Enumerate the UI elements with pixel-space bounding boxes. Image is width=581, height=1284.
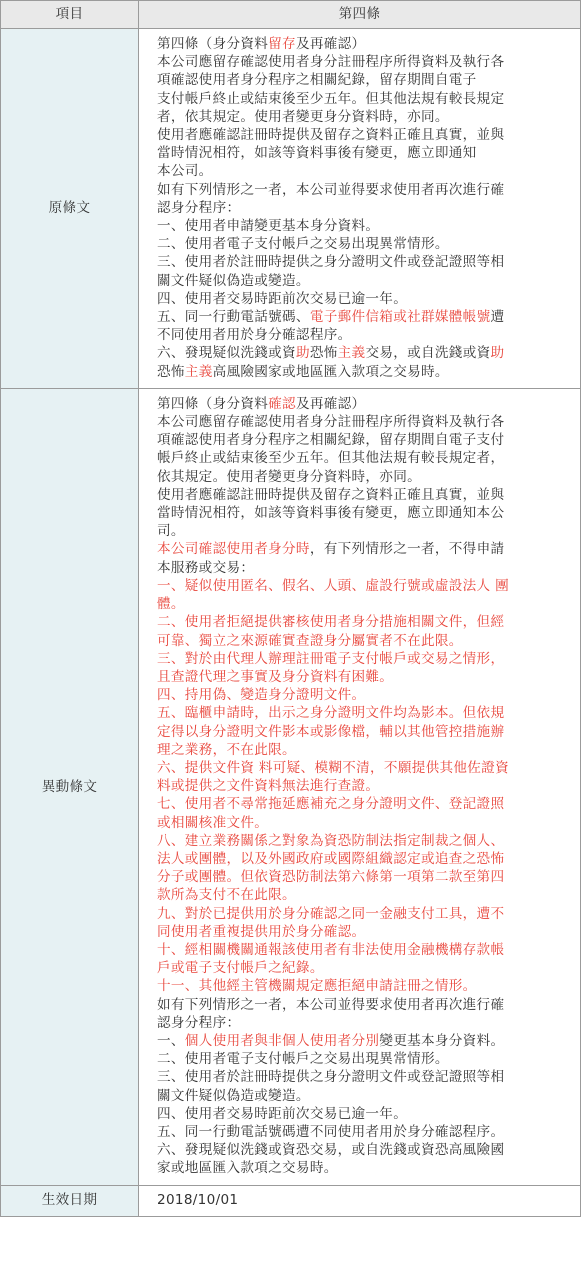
text-line [157,886,574,904]
text-line [157,395,574,413]
highlighted-text: 一、疑似使用匿名、假名、人頭、虛設行號或虛設法人 團 [157,577,509,594]
original-text-content [139,29,581,389]
text-segment: 四、使用者交易時距前次交易已逾一年。 [157,1105,408,1122]
highlighted-text: 體。 [157,596,185,613]
text-line [157,413,574,431]
text-segment: 一、使用者申請變更基本身分資料。 [157,218,380,235]
text-segment: 變更基本身分資料。 [379,1032,505,1049]
effective-date-value: 2018/10/01 [139,1185,581,1216]
text-segment: 二、使用者電子支付帳戶之交易出現異常情形。 [157,1051,449,1068]
text-segment: 第四條（身分資料 [157,395,269,412]
text-line [157,144,574,162]
text-line [157,1068,574,1086]
text-segment: 二、使用者電子支付帳戶之交易出現異常情形。 [157,236,449,253]
text-line [157,613,574,631]
text-line [157,941,574,959]
text-segment: 一、 [157,1032,185,1049]
text-line [157,923,574,941]
highlighted-text: 三、對於由代理人辦理註冊電子支付帳戶或交易之情形， [157,650,505,667]
text-segment: 三、使用者於註冊時提供之身分證明文件或登記證照等相 [157,254,505,271]
highlighted-text: 料或提供之文件資料無法進行查證。 [157,778,380,795]
highlighted-text: 二、使用者拒絕提供審核使用者身分措施相關文件，但經 [157,614,505,631]
amended-text-content [139,388,581,1185]
text-line [157,1050,574,1068]
text-line [157,1141,574,1159]
text-line [157,486,574,504]
effective-date-row [1,1185,581,1216]
highlighted-text: 留存 [268,36,296,52]
text-line [157,905,574,923]
text-segment: 四、使用者交易時距前次交易已逾一年。 [157,290,408,307]
text-segment: 第四條（身分資料 [157,36,269,52]
highlighted-text: 七、使用者不尋常拖延應補充之身分證明文件、登記證照 [157,796,505,813]
text-segment: 項確認使用者身分程序之相關紀錄，留存期間自電子支付 [157,432,505,449]
header-row [1,1,581,29]
highlighted-text: 電子郵件信箱或社群媒體帳號 [309,309,491,326]
text-line [157,595,574,613]
highlighted-text: 款所為支付不在此限。 [157,887,296,904]
text-line [157,686,574,704]
text-line [157,468,574,486]
text-line [157,363,574,381]
text-segment: 三、使用者於註冊時提供之身分證明文件或登記證照等相 [157,1069,505,1086]
original-text-label: 原條文 [1,29,139,389]
text-segment: 當時情況相符，如該等資料事後有變更，應立即通知 [157,145,477,162]
text-line [157,777,574,795]
text-segment: 六、發現疑似洗錢或資恐交易，或自洗錢或資恐高風險國 [157,1142,505,1159]
text-segment: 關文件疑似偽造或變造。 [157,1087,310,1104]
highlighted-text: 本公司確認使用者身分時 [157,541,310,558]
highlighted-text: 助 [295,345,310,362]
text-line [157,814,574,832]
highlighted-text: 法人或團體，以及外國政府或國際組織認定或追查之恐怖 [157,850,505,867]
text-segment: 本公司應留存確認使用者身分註冊程序所得資料及執行各 [157,54,505,71]
text-line [157,850,574,868]
original-text-row [1,29,581,389]
text-segment: 不同使用者用於身分確認程序。 [157,327,352,344]
header-article-column: 第四條 [139,1,581,29]
text-segment: 關文件疑似偽造或變造。 [157,272,310,289]
highlighted-text: 個人使用者與非個人使用者分別 [184,1032,380,1049]
text-line [157,181,574,199]
text-segment: 帳戶終止或結束後至少五年。但其他法規有較長規定者， [157,450,505,467]
text-segment: 使用者應確認註冊時提供及留存之資料正確且真實，並與 [157,486,505,503]
text-line [157,650,574,668]
text-line [157,53,574,71]
text-line [157,996,574,1014]
header-item-column: 項目 [1,1,139,29]
text-line [157,71,574,89]
text-line [157,632,574,650]
highlighted-text: 同使用者重複提供用於身分確認。 [157,923,366,940]
text-line [157,344,574,362]
text-line [157,1123,574,1141]
text-segment: 及再確認） [295,395,366,412]
highlighted-text: 六、提供文件資 料可疑、模糊不清，不願提供其他佐證資 [157,759,509,776]
highlighted-text: 九、對於已提供用於身分確認之同一金融支付工具，遭不 [157,905,505,922]
text-line [157,668,574,686]
text-line [157,1032,574,1050]
text-line [157,522,574,540]
highlighted-text: 主義 [184,363,213,380]
text-segment: 司。 [157,523,185,540]
text-line [157,272,574,290]
text-segment: 交易，或自洗錢或資 [365,345,491,362]
highlighted-text: 五、臨櫃申請時，出示之身分證明文件均為影本。但依規 [157,705,505,722]
highlighted-text: 四、持用偽、變造身分證明文件。 [157,687,366,704]
highlighted-text: 十、經相關機關通報該使用者有非法使用金融機構存款帳 [157,941,505,958]
highlighted-text: 或相關核准文件。 [157,814,269,831]
text-line [157,35,574,53]
text-segment: 如有下列情形之一者，本公司並得要求使用者再次進行確 [157,996,505,1013]
text-line [157,1105,574,1123]
text-segment: 及再確認） [295,36,366,52]
text-line [157,1087,574,1105]
text-segment: 項確認使用者身分程序之相關紀錄，留存期間自電子 [157,72,477,89]
text-line [157,868,574,886]
text-line [157,290,574,308]
text-line [157,540,574,558]
text-line [157,723,574,741]
text-segment: 六、發現疑似洗錢或資 [157,345,296,362]
text-line [157,308,574,326]
text-segment: 依其規定。使用者變更身分資料時，亦同。 [157,468,421,485]
highlighted-text: 理之業務，不在此限。 [157,741,296,758]
text-line [157,577,574,595]
text-line [157,759,574,777]
text-line [157,559,574,577]
text-segment: 者，依其規定。使用者變更身分資料時，亦同。 [157,108,449,125]
highlighted-text: 主義 [337,345,366,362]
text-segment: 五、同一行動電話號碼遭不同使用者用於身分確認程序。 [157,1123,505,1140]
text-line [157,504,574,522]
amended-text-label: 異動條文 [1,388,139,1185]
text-line [157,959,574,977]
highlighted-text: 定得以身分證明文件影本或影像檔，輔以其他管控措施辦 [157,723,505,740]
highlighted-text: 確認 [268,395,296,412]
highlighted-text: 八、建立業務關係之對象為資恐防制法指定制裁之個人、 [157,832,505,849]
text-segment: 本公司。 [157,163,213,180]
text-segment: 恐怖 [157,363,185,380]
text-line [157,108,574,126]
text-line [157,253,574,271]
highlighted-text: 十一、其他經主管機關規定應拒絕申請註冊之情形。 [157,978,477,995]
text-line [157,199,574,217]
text-line [157,832,574,850]
text-segment: ，有下列情形之一者，不得申請 [309,541,505,558]
text-segment: 使用者應確認註冊時提供及留存之資料正確且真實，並與 [157,127,505,144]
text-segment: 本公司應留存確認使用者身分註冊程序所得資料及執行各 [157,414,505,431]
text-segment: 恐怖 [309,345,338,362]
amended-text-row [1,388,581,1185]
text-line [157,449,574,467]
highlighted-text: 助 [490,345,505,362]
text-segment: 當時情況相符，如該等資料事後有變更，應立即通知本公 [157,505,505,522]
highlighted-text: 可靠、獨立之來源確實查證身分屬實者不在此限。 [157,632,463,649]
text-line [157,126,574,144]
effective-date-label: 生效日期 [1,1185,139,1216]
text-line [157,977,574,995]
text-segment: 高風險國家或地區匯入款項之交易時。 [212,363,449,380]
text-segment: 認身分程序： [157,199,241,216]
text-line [157,741,574,759]
text-segment: 如有下列情形之一者，本公司並得要求使用者再次進行確 [157,181,505,198]
text-segment: 遭 [490,309,505,326]
text-line [157,1159,574,1177]
text-line [157,326,574,344]
text-line [157,795,574,813]
text-line [157,162,574,180]
highlighted-text: 戶或電子支付帳戶之紀錄。 [157,960,324,977]
highlighted-text: 且查證代理之事實及身分資料有困難。 [157,668,394,685]
text-segment: 認身分程序： [157,1014,241,1031]
text-line [157,90,574,108]
text-line [157,704,574,722]
text-line [157,217,574,235]
text-line [157,431,574,449]
text-line [157,235,574,253]
text-segment: 五、同一行動電話號碼、 [157,309,310,326]
text-line [157,1014,574,1032]
text-segment: 家或地區匯入款項之交易時。 [157,1160,338,1177]
highlighted-text: 分子或團體。但依資恐防制法第六條第一項第二款至第四 [157,869,505,886]
text-segment: 支付帳戶終止或結束後至少五年。但其他法規有較長規定 [157,90,505,107]
text-segment: 本服務或交易： [157,559,255,576]
